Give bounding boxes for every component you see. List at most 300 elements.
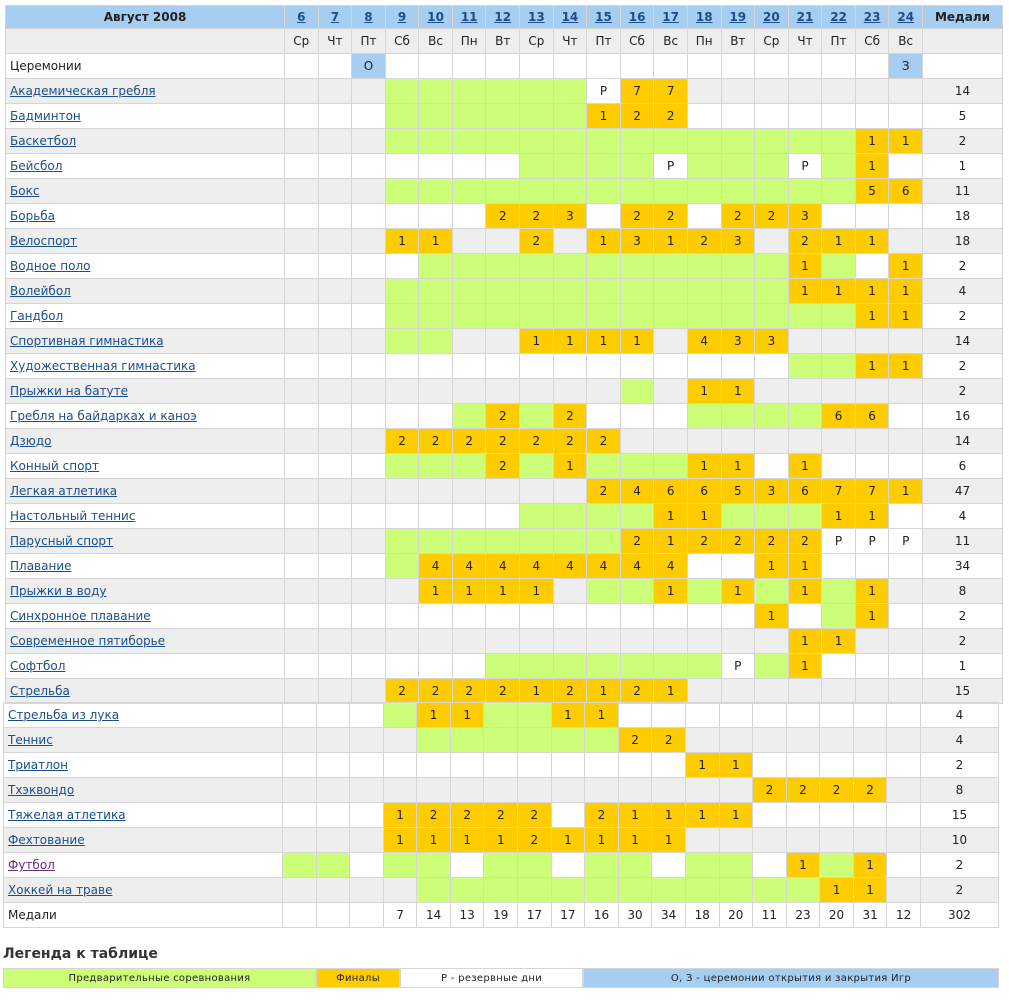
weekday-cell: Чт xyxy=(318,29,352,54)
day-cell xyxy=(587,504,621,529)
day-cell: 1 xyxy=(383,828,417,853)
day-header xyxy=(352,6,386,29)
day-cell xyxy=(753,878,787,903)
day-cell xyxy=(285,354,319,379)
day-cell xyxy=(520,404,554,429)
day-cell xyxy=(855,629,889,654)
medal-total-cell: 10 xyxy=(920,828,998,853)
day-cell: 1 xyxy=(452,579,486,604)
day-cell xyxy=(585,753,619,778)
day-cell: 2 xyxy=(450,803,484,828)
weekday-cell: Вт xyxy=(486,29,520,54)
sport-name-cell xyxy=(6,454,285,479)
day-cell xyxy=(318,579,352,604)
day-cell xyxy=(721,279,755,304)
sport-link[interactable]: Баскетбол xyxy=(10,134,77,148)
day-cell: Р xyxy=(788,154,822,179)
sport-row xyxy=(6,254,1003,279)
sport-link[interactable]: Парусный спорт xyxy=(10,534,114,548)
day-cell xyxy=(654,54,688,79)
day-cell xyxy=(889,329,923,354)
sport-link[interactable]: Бокс xyxy=(10,184,40,198)
day-cell xyxy=(855,329,889,354)
sport-link[interactable]: Дзюдо xyxy=(10,434,52,448)
day-cell xyxy=(417,878,451,903)
day-cell xyxy=(285,604,319,629)
sport-link[interactable]: Прыжки на батуте xyxy=(10,384,129,398)
day-cell xyxy=(385,254,419,279)
day-cell xyxy=(822,179,856,204)
day-cell xyxy=(419,279,453,304)
day-cell xyxy=(452,329,486,354)
sport-row xyxy=(6,379,1003,404)
sport-name-cell xyxy=(6,154,285,179)
day-cell xyxy=(318,179,352,204)
day-cell: Р xyxy=(855,529,889,554)
day-cell xyxy=(820,703,854,728)
day-cell xyxy=(553,254,587,279)
day-cell xyxy=(755,504,789,529)
sport-link[interactable]: Бейсбол xyxy=(10,159,63,173)
sport-link[interactable]: Плавание xyxy=(10,559,72,573)
sport-row xyxy=(6,154,1003,179)
sport-link[interactable]: Тяжелая атлетика xyxy=(8,808,126,822)
day-cell xyxy=(587,404,621,429)
day-link[interactable]: 15 xyxy=(595,10,612,24)
day-cell: 2 xyxy=(587,429,621,454)
daily-medal-count: 19 xyxy=(484,903,518,928)
day-cell xyxy=(855,104,889,129)
sport-link[interactable]: Борьба xyxy=(10,209,56,223)
day-cell: 1 xyxy=(822,504,856,529)
sport-row xyxy=(6,279,1003,304)
day-cell xyxy=(385,579,419,604)
day-cell: 2 xyxy=(786,778,820,803)
day-cell: 2 xyxy=(753,778,787,803)
sport-name-cell xyxy=(6,429,285,454)
day-link[interactable]: 24 xyxy=(897,10,915,24)
day-cell xyxy=(285,679,319,704)
day-cell xyxy=(486,504,520,529)
sport-row xyxy=(6,179,1003,204)
day-cell: 1 xyxy=(889,279,923,304)
daily-medal-count: 23 xyxy=(786,903,820,928)
day-cell xyxy=(822,129,856,154)
day-cell xyxy=(520,354,554,379)
day-cell: 1 xyxy=(484,828,518,853)
day-link[interactable]: 19 xyxy=(729,10,747,24)
day-cell: 3 xyxy=(788,204,822,229)
day-cell xyxy=(318,454,352,479)
sport-link[interactable]: Софтбол xyxy=(10,659,66,673)
legend-ceremonies: О, З - церемонии открытия и закрытия Игр xyxy=(583,968,999,988)
day-cell: 1 xyxy=(553,454,587,479)
day-link[interactable]: 8 xyxy=(364,10,373,24)
day-cell xyxy=(887,703,921,728)
sport-link[interactable]: Триатлон xyxy=(8,758,68,772)
day-cell: 7 xyxy=(654,79,688,104)
day-cell xyxy=(687,279,721,304)
day-cell xyxy=(553,654,587,679)
day-cell xyxy=(350,878,384,903)
day-cell xyxy=(788,129,822,154)
sport-row xyxy=(6,404,1003,429)
weekday-cell: Пт xyxy=(587,29,621,54)
day-cell: 1 xyxy=(855,129,889,154)
day-link[interactable]: 23 xyxy=(863,10,881,24)
day-cell xyxy=(385,479,419,504)
day-cell xyxy=(553,529,587,554)
day-cell xyxy=(518,753,552,778)
day-cell xyxy=(620,404,654,429)
day-cell xyxy=(452,629,486,654)
day-link[interactable]: 14 xyxy=(561,10,579,24)
day-cell: 2 xyxy=(553,429,587,454)
day-cell xyxy=(587,154,621,179)
day-cell xyxy=(452,229,486,254)
day-cell xyxy=(352,554,386,579)
day-link[interactable]: 10 xyxy=(427,10,444,24)
medal-total-cell: 2 xyxy=(922,254,1002,279)
day-cell xyxy=(853,828,887,853)
medal-total-cell: 4 xyxy=(920,728,998,753)
day-cell: 1 xyxy=(587,329,621,354)
day-cell xyxy=(753,828,787,853)
medal-total-cell: 2 xyxy=(922,379,1002,404)
day-cell xyxy=(352,179,386,204)
day-cell xyxy=(484,753,518,778)
day-cell: 1 xyxy=(889,129,923,154)
day-cell xyxy=(484,778,518,803)
day-cell: 2 xyxy=(654,204,688,229)
day-cell xyxy=(285,454,319,479)
day-cell xyxy=(553,354,587,379)
day-cell: 2 xyxy=(587,479,621,504)
day-cell xyxy=(855,379,889,404)
day-cell xyxy=(518,878,552,903)
weekday-cell: Чт xyxy=(553,29,587,54)
day-cell: 6 xyxy=(889,179,923,204)
day-cell xyxy=(318,604,352,629)
sport-link[interactable]: Водное поло xyxy=(10,259,91,273)
day-cell xyxy=(820,803,854,828)
day-cell xyxy=(352,154,386,179)
day-cell xyxy=(822,604,856,629)
sport-row xyxy=(6,604,1003,629)
day-cell xyxy=(419,154,453,179)
sport-link[interactable]: Конный спорт xyxy=(10,459,100,473)
day-cell: 1 xyxy=(855,154,889,179)
day-cell xyxy=(755,379,789,404)
sport-row xyxy=(6,304,1003,329)
sport-link[interactable]: Велоспорт xyxy=(10,234,78,248)
empty-cell xyxy=(922,29,1002,54)
sport-name-cell xyxy=(6,229,285,254)
day-link[interactable]: 6 xyxy=(297,10,306,24)
day-cell xyxy=(587,304,621,329)
day-cell xyxy=(721,354,755,379)
day-cell: 2 xyxy=(520,429,554,454)
day-cell xyxy=(452,254,486,279)
day-cell xyxy=(452,179,486,204)
day-cell xyxy=(385,179,419,204)
day-cell xyxy=(352,629,386,654)
day-cell xyxy=(822,429,856,454)
day-cell xyxy=(755,354,789,379)
day-cell xyxy=(452,354,486,379)
weekday-cell: Ср xyxy=(520,29,554,54)
sport-row xyxy=(6,204,1003,229)
day-cell xyxy=(419,104,453,129)
day-cell xyxy=(352,204,386,229)
day-header xyxy=(419,6,453,29)
sport-link[interactable]: Художественная гимнастика xyxy=(10,359,196,373)
day-cell xyxy=(553,604,587,629)
day-cell: 1 xyxy=(553,329,587,354)
sport-link[interactable]: Спортивная гимнастика xyxy=(10,334,164,348)
sport-name-cell xyxy=(6,129,285,154)
day-cell xyxy=(887,753,921,778)
day-cell: 1 xyxy=(417,703,451,728)
sport-link[interactable]: Тхэквондо xyxy=(8,783,75,797)
day-cell xyxy=(753,803,787,828)
day-cell xyxy=(654,654,688,679)
day-cell xyxy=(553,504,587,529)
day-cell xyxy=(721,104,755,129)
day-cell xyxy=(385,129,419,154)
day-cell xyxy=(618,853,652,878)
medal-total-cell: 4 xyxy=(922,279,1002,304)
day-cell xyxy=(822,304,856,329)
day-cell xyxy=(316,803,350,828)
day-cell xyxy=(551,878,585,903)
day-cell xyxy=(620,429,654,454)
sport-link[interactable]: Теннис xyxy=(8,733,53,747)
day-cell xyxy=(788,429,822,454)
day-cell xyxy=(318,629,352,654)
day-cell xyxy=(520,454,554,479)
day-cell xyxy=(721,304,755,329)
day-cell xyxy=(383,728,417,753)
day-cell xyxy=(285,479,319,504)
day-cell xyxy=(419,129,453,154)
day-cell xyxy=(518,703,552,728)
day-cell xyxy=(788,329,822,354)
day-cell xyxy=(419,529,453,554)
weekday-cell: Пт xyxy=(822,29,856,54)
day-cell: 1 xyxy=(788,579,822,604)
day-cell: 1 xyxy=(685,803,719,828)
sport-link[interactable]: Легкая атлетика xyxy=(10,484,118,498)
day-cell xyxy=(518,853,552,878)
day-cell xyxy=(687,354,721,379)
day-header xyxy=(721,6,755,29)
day-cell xyxy=(484,853,518,878)
day-cell: 1 xyxy=(889,479,923,504)
sport-link[interactable]: Фехтование xyxy=(8,833,85,847)
day-cell xyxy=(486,229,520,254)
day-cell xyxy=(553,104,587,129)
day-link[interactable]: 21 xyxy=(796,10,814,24)
sport-link[interactable]: Стрельба xyxy=(10,684,70,698)
sport-link[interactable]: Настольный теннис xyxy=(10,509,136,523)
day-cell xyxy=(350,778,384,803)
weekday-cell: Вс xyxy=(889,29,923,54)
day-cell xyxy=(484,878,518,903)
day-cell xyxy=(889,654,923,679)
sport-row xyxy=(6,354,1003,379)
day-cell: 1 xyxy=(520,329,554,354)
sport-link[interactable]: Хоккей на траве xyxy=(8,883,113,897)
day-cell xyxy=(551,728,585,753)
weekday-cell: Сб xyxy=(620,29,654,54)
day-cell xyxy=(285,529,319,554)
day-cell xyxy=(687,604,721,629)
day-cell xyxy=(283,828,317,853)
day-cell xyxy=(486,629,520,654)
day-cell xyxy=(820,828,854,853)
day-cell xyxy=(788,179,822,204)
day-header xyxy=(385,6,419,29)
medal-total-cell: 14 xyxy=(922,79,1002,104)
day-cell xyxy=(285,179,319,204)
sport-link[interactable]: Прыжки в воду xyxy=(10,584,107,598)
day-link[interactable]: 13 xyxy=(527,10,545,24)
day-cell xyxy=(553,54,587,79)
day-cell xyxy=(553,179,587,204)
weekday-row xyxy=(6,29,1003,54)
day-cell xyxy=(889,229,923,254)
day-cell: 3 xyxy=(755,479,789,504)
weekday-cell: Сб xyxy=(385,29,419,54)
sport-row xyxy=(6,654,1003,679)
day-cell xyxy=(889,604,923,629)
day-cell: 2 xyxy=(687,529,721,554)
day-cell xyxy=(486,654,520,679)
day-cell xyxy=(318,429,352,454)
day-cell xyxy=(486,129,520,154)
sport-link[interactable]: Академическая гребля xyxy=(10,84,156,98)
day-cell xyxy=(520,254,554,279)
day-cell: 1 xyxy=(788,654,822,679)
day-cell xyxy=(620,504,654,529)
sport-link[interactable]: Современное пятиборье xyxy=(10,634,166,648)
day-cell xyxy=(620,604,654,629)
sport-link[interactable]: Гандбол xyxy=(10,309,64,323)
day-cell: 2 xyxy=(721,204,755,229)
day-cell xyxy=(822,654,856,679)
day-link[interactable]: 17 xyxy=(662,10,679,24)
day-cell xyxy=(520,304,554,329)
daily-medal-count: 18 xyxy=(685,903,719,928)
day-cell xyxy=(855,254,889,279)
medal-total-cell: 8 xyxy=(920,778,998,803)
day-link[interactable]: 20 xyxy=(763,10,780,24)
day-cell xyxy=(889,454,923,479)
day-cell xyxy=(450,728,484,753)
day-cell xyxy=(887,728,921,753)
day-cell xyxy=(352,529,386,554)
day-cell xyxy=(318,79,352,104)
sport-link[interactable]: Волейбол xyxy=(10,284,71,298)
day-cell xyxy=(721,629,755,654)
day-cell: 2 xyxy=(620,679,654,704)
day-cell xyxy=(486,329,520,354)
daily-medal-count: 20 xyxy=(820,903,854,928)
day-cell: 1 xyxy=(417,828,451,853)
day-header xyxy=(520,6,554,29)
sport-name-cell xyxy=(4,703,283,728)
weekday-cell: Ср xyxy=(755,29,789,54)
day-cell: 2 xyxy=(687,229,721,254)
day-cell: 1 xyxy=(721,454,755,479)
day-cell xyxy=(285,254,319,279)
day-link[interactable]: 11 xyxy=(460,10,478,24)
day-cell xyxy=(620,154,654,179)
day-cell xyxy=(887,828,921,853)
sport-link[interactable]: Футбол xyxy=(8,858,55,872)
sport-row xyxy=(6,454,1003,479)
sport-link[interactable]: Бадминтон xyxy=(10,109,81,123)
day-cell xyxy=(385,79,419,104)
sport-name-cell xyxy=(6,354,285,379)
day-link[interactable]: 12 xyxy=(494,10,512,24)
day-cell xyxy=(855,554,889,579)
day-cell xyxy=(520,504,554,529)
day-cell xyxy=(822,679,856,704)
day-cell: 1 xyxy=(383,803,417,828)
day-cell: 1 xyxy=(889,304,923,329)
day-cell xyxy=(587,54,621,79)
day-cell xyxy=(721,79,755,104)
day-cell xyxy=(654,404,688,429)
day-cell xyxy=(450,778,484,803)
sport-link[interactable]: Стрельба из лука xyxy=(8,708,120,722)
day-link[interactable]: 7 xyxy=(330,10,340,24)
sport-link[interactable]: Синхронное плавание xyxy=(10,609,151,623)
day-cell xyxy=(520,529,554,554)
day-cell xyxy=(654,329,688,354)
day-cell: 1 xyxy=(788,454,822,479)
medal-total-cell: 15 xyxy=(922,679,1002,704)
day-cell xyxy=(318,554,352,579)
day-link[interactable]: 9 xyxy=(397,10,407,24)
sport-name-cell xyxy=(6,504,285,529)
day-cell xyxy=(417,728,451,753)
day-cell: 1 xyxy=(520,679,554,704)
day-link[interactable]: 16 xyxy=(628,10,646,24)
day-cell xyxy=(755,429,789,454)
sport-name-cell xyxy=(6,79,285,104)
sport-name-cell xyxy=(4,853,283,878)
day-cell xyxy=(553,129,587,154)
day-cell xyxy=(316,753,350,778)
day-cell xyxy=(755,279,789,304)
day-link[interactable]: 22 xyxy=(830,10,847,24)
day-cell xyxy=(318,129,352,154)
sport-link[interactable]: Гребля на байдарках и каноэ xyxy=(10,409,197,423)
day-cell xyxy=(587,179,621,204)
header-row xyxy=(6,6,1003,29)
day-cell xyxy=(620,279,654,304)
day-link[interactable]: 18 xyxy=(695,10,713,24)
daily-medal-count: 31 xyxy=(853,903,887,928)
day-cell: 1 xyxy=(855,579,889,604)
day-cell xyxy=(719,828,753,853)
day-cell xyxy=(385,654,419,679)
sport-name-cell xyxy=(6,529,285,554)
sport-row xyxy=(4,778,999,803)
